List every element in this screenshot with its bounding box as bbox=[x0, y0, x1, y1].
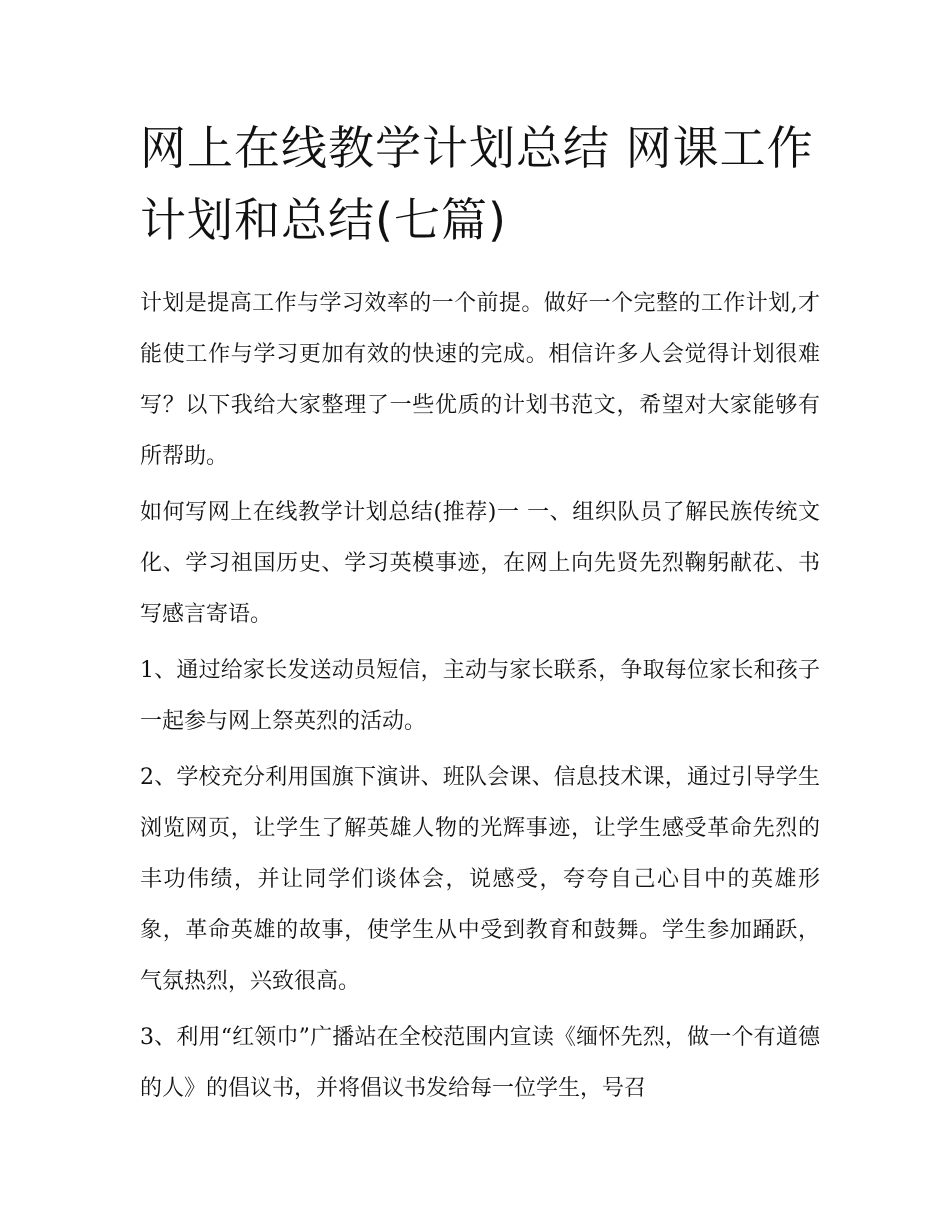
paragraph-intro: 计划是提高工作与学习效率的一个前提。做好一个完整的工作计划,才能使工作与学习更加有效的快速的完成。相信许多人会觉得计划很难写？以下我给大家整理了一些优质的计划书范文，希望对大家能够有所帮助。 bbox=[140, 291, 820, 469]
paragraph-item-3: 3、利用“红领巾”广播站在全校范围内宣读《缅怀先烈，做一个有道德的人》的倡议书，并将倡议书发给每一位学生，号召 bbox=[140, 1025, 820, 1101]
document-title: 网上在线教学计划总结 网课工作计划和总结(七篇) bbox=[140, 121, 814, 247]
paragraph-item-2: 2、学校充分利用国旗下演讲、班队会课、信息技术课，通过引导学生浏览网页，让学生了解英雄人物的光辉事迹，让学生感受革命先烈的丰功伟绩，并让同学们谈体会，说感受，夸夸自己心目中的英雄形象，革命英雄的故事，使学生从中受到教育和鼓舞。学生参加踊跃，气氛热烈，兴致很高。 bbox=[140, 765, 820, 994]
paragraph-section-one: 如何写网上在线教学计划总结(推荐)一 一、组织队员了解民族传统文化、学习祖国历史、学习英模事迹，在网上向先贤先烈鞠躬献花、书写感言寄语。 bbox=[140, 500, 820, 627]
paragraph-item-1: 1、通过给家长发送动员短信，主动与家长联系，争取每位家长和孩子一起参与网上祭英烈的活动。 bbox=[140, 658, 820, 734]
document-body bbox=[140, 112, 820, 1119]
